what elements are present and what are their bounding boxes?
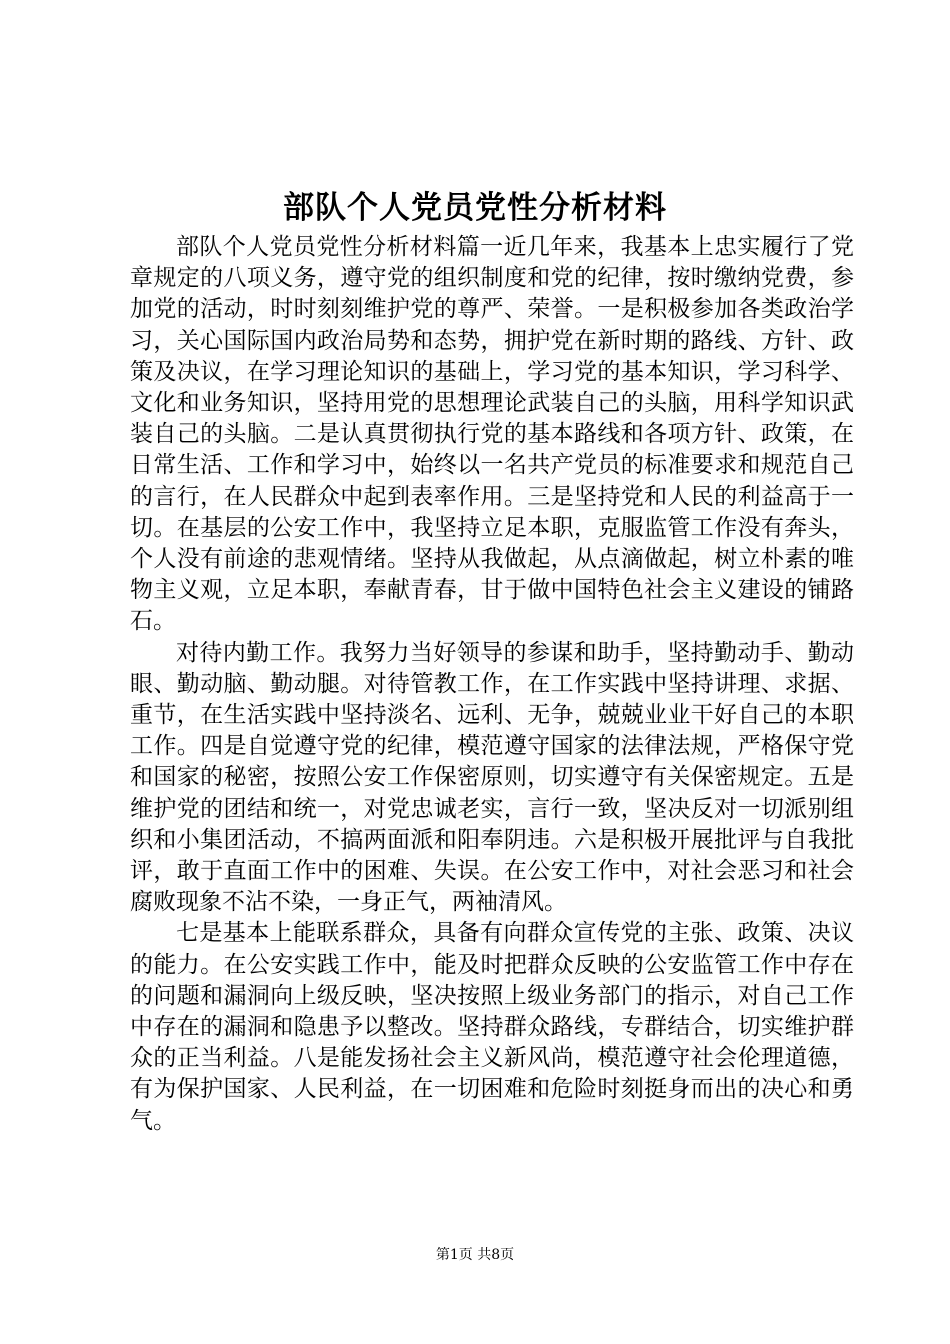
paragraph-3: 七是基本上能联系群众，具备有向群众宣传党的主张、政策、决议的能力。在公安实践工作中，能及时把群众反映的公安监管工作中存在的问题和漏洞向上级反映，坚决按照上级业务部门的指示，对自己工作中存在的漏洞和隐患予以整改。坚持群众路线，专群结合，切实维护群众的正当利益。八是能发扬社会主义新风尚，模范遵守社会伦理道德，有为保护国家、人民利益，在一切困难和危险时刻挺身而出的决心和勇气。 bbox=[130, 920, 854, 1134]
paragraph-1: 部队个人党员党性分析材料篇一近几年来，我基本上忠实履行了党章规定的八项义务，遵守党的组织制度和党的纪律，按时缴纳党费，参加党的活动，时时刻刻维护党的尊严、荣誉。一是积极参加各类政治学习，关心国际国内政治局势和态势，拥护党在新时期的路线、方针、政策及决议，在学习理论知识的基础上，学习党的基本知识，学习科学、文化和业务知识，坚持用党的思想理论武装自己的头脑，用科学知识武装自己的头脑。二是认真贯彻执行党的基本路线和各项方针、政策，在日常生活、工作和学习中，始终以一名共产党员的标准要求和规范自己的言行，在人民群众中起到表率作用。三是坚持党和人民的利益高于一切。在基层的公安工作中，我坚持立足本职，克服监管工作没有奔头，个人没有前途的悲观情绪。坚持从我做起，从点滴做起，树立朴素的唯物主义观，立足本职，奉献青春，甘于做中国特色社会主义建设的铺路石。 bbox=[130, 234, 854, 635]
page-footer: 第1页 共8页 bbox=[435, 1247, 515, 1263]
document-body bbox=[130, 232, 854, 1137]
document-title: 部队个人党员党性分析材料 bbox=[283, 190, 667, 226]
paragraph-2: 对待内勤工作。我努力当好领导的参谋和助手，坚持勤动手、勤动眼、勤动脑、勤动腿。对待管教工作，在工作实践中坚持讲理、求据、重节，在生活实践中坚持淡名、远利、无争，兢兢业业干好自己的本职工作。四是自觉遵守党的纪律，模范遵守国家的法律法规，严格保守党和国家的秘密，按照公安工作保密原则，切实遵守有关保密规定。五是维护党的团结和统一，对党忠诚老实，言行一致，坚决反对一切派别组织和小集团活动，不搞两面派和阳奉阴违。六是积极开展批评与自我批评，敢于直面工作中的困难、失误。在公安工作中，对社会恶习和社会腐败现象不沾不染，一身正气，两袖清风。 bbox=[130, 639, 854, 916]
